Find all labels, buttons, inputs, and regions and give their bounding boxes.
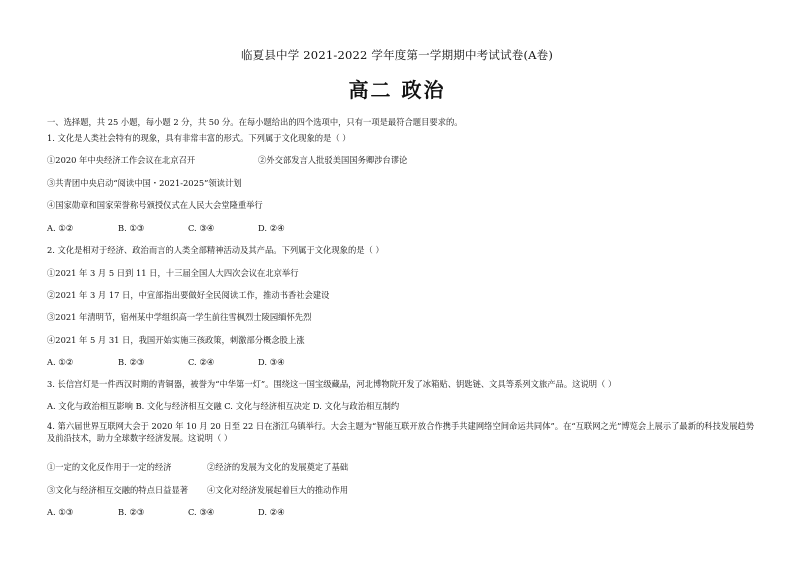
question-2-item-2: ②2021 年 3 月 17 日，中宣部指出要做好全民阅读工作，推动书香社会建设 (47, 290, 330, 300)
question-1-item-3: ③共青团中央启动“阅读中国・2021-2025”领读计划 (47, 178, 242, 188)
question-2-choice-b[interactable]: B. ②③ (118, 357, 145, 367)
question-2-choice-d[interactable]: D. ③④ (258, 357, 285, 367)
question-1-choice-c[interactable]: C. ③④ (188, 223, 215, 233)
question-2-item-1: ①2021 年 3 月 5 日到 11 日，十三届全国人大四次会议在北京举行 (47, 268, 299, 278)
question-1-item-1: ①2020 年中央经济工作会议在北京召开 (47, 155, 196, 165)
question-4-item-3: ③文化与经济相互交融的特点日益显著 (47, 485, 189, 495)
question-3-stem: 3. 长信宫灯是一件西汉时期的青铜器，被誉为“中华第一灯”。围绕这一国宝级藏品，河北博物院开发了冰箱贴、钥匙链、文具等系列文旅产品。这说明（ ） (47, 379, 617, 389)
question-1-choice-b[interactable]: B. ①③ (118, 223, 145, 233)
question-4-item-2: ②经济的发展为文化的发展奠定了基础 (207, 462, 349, 472)
question-1-choice-a[interactable]: A. ①② (47, 223, 74, 233)
question-4-choice-a[interactable]: A. ①③ (47, 507, 74, 517)
subject-title: 高二 政治 (348, 78, 446, 102)
question-4-choice-d[interactable]: D. ②④ (258, 507, 285, 517)
question-2-choice-a[interactable]: A. ①② (47, 357, 74, 367)
question-2-stem: 2. 文化是相对于经济、政治而言的人类全部精神活动及其产品。下列属于文化现象的是（ ） (47, 245, 384, 255)
question-1-item-4: ④国家勋章和国家荣誉称号颁授仪式在人民大会堂隆重举行 (47, 200, 263, 210)
question-4-item-4: ④文化对经济发展起着巨大的推动作用 (207, 485, 349, 495)
question-2-item-3: ③2021 年清明节，宿州某中学组织高一学生前往雪枫烈士陵园缅怀先烈 (47, 312, 312, 322)
question-2-choice-c[interactable]: C. ②④ (188, 357, 215, 367)
exam-title: 临夏县中学 2021-2022 学年度第一学期期中考试试卷(A卷) (240, 48, 554, 62)
question-2-item-4: ④2021 年 5 月 31 日，我国开始实施三孩政策，刺激部分概念股上涨 (47, 335, 305, 345)
question-4-choice-c[interactable]: C. ③④ (188, 507, 215, 517)
section-instructions: 一、选择题，共 25 小题，每小题 2 分，共 50 分。在每小题给出的四个选项中，只有一项是最符合题目要求的。 (47, 117, 463, 127)
question-1-choice-d[interactable]: D. ②④ (258, 223, 285, 233)
question-1-stem: 1. 文化是人类社会特有的现象，具有非常丰富的形式。下列属于文化现象的是（ ） (47, 133, 351, 143)
question-3-choices[interactable]: A. 文化与政治相互影响 B. 文化与经济相互交融 C. 文化与经济相互决定 D. 文化与政治相互制约 (47, 401, 400, 411)
question-1-item-2: ②外交部发言人批驳美国国务卿涉台谬论 (258, 155, 408, 165)
question-4-item-1: ①一定的文化反作用于一定的经济 (47, 462, 172, 472)
question-4-choice-b[interactable]: B. ②③ (118, 507, 145, 517)
question-4-stem: 4. 第六届世界互联网大会于 2020 年 10 月 20 日至 22 日在浙江乌镇举行。大会主题为“智能互联开放合作携手共建网络空间命运共同体”。在“互联网之光”博览会上展示了最新的科技发展趋势及前沿技术，助力全球数字经济发展。这说明（ ） (47, 421, 755, 443)
